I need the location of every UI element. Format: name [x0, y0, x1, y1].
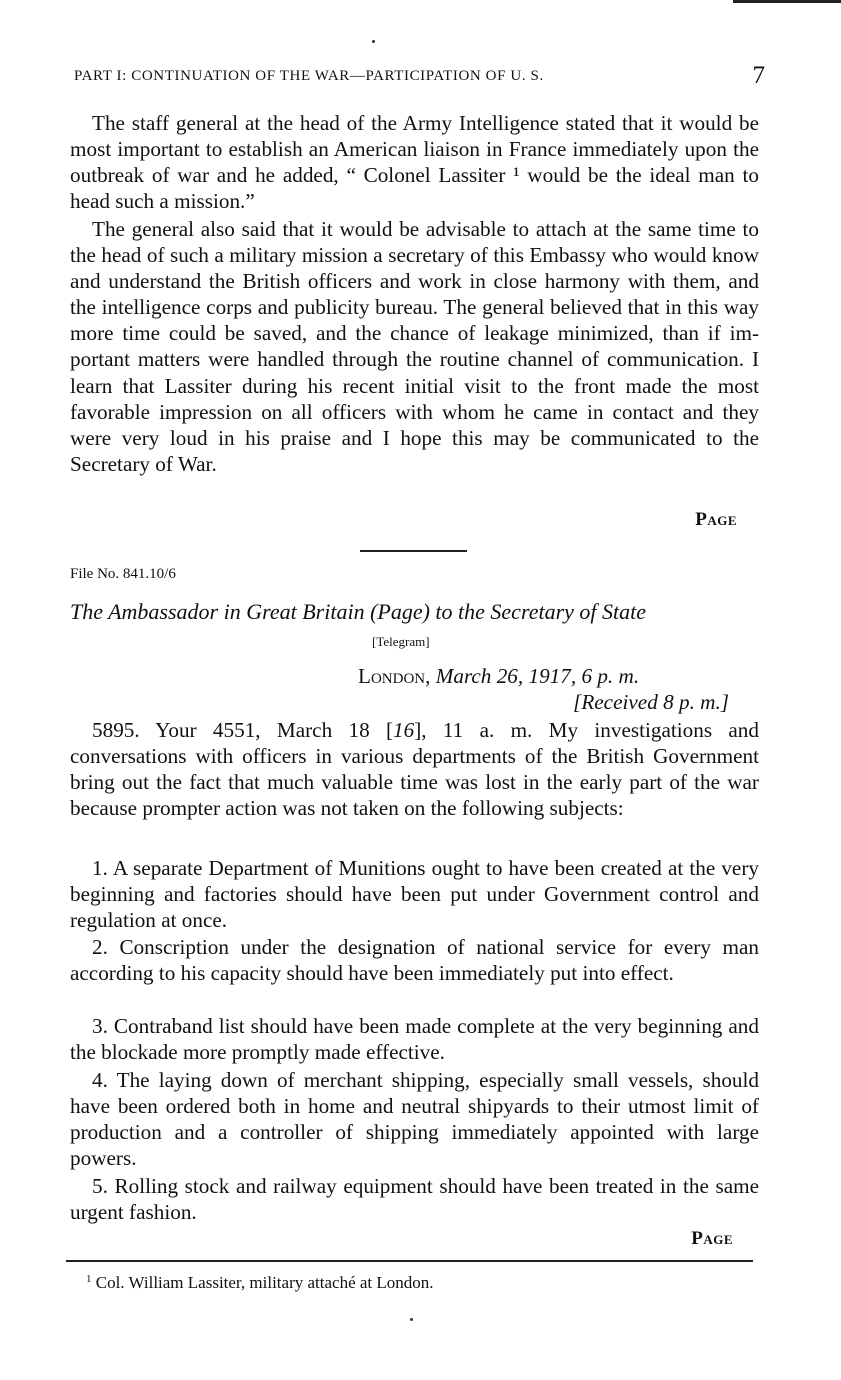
- dateline-place: London,: [358, 664, 431, 688]
- paragraph-general-also-said: The general also said that it would be advisable to attach at the same time to the head of such a military mission a secretary of this Embassy who would know and understand the British officers and work in close harmony with them, and the intelligence corps and publicity bureau. The general believed that in this way more time could be saved, and the chance of leakage minimized, than if important matters were handled through the routine channel of communication. I learn that Lassiter during his recent initial visit to the front made the most favorable impression on all officers with whom he came in contact and they were very loud in his praise and I hope this may be communicated to the Secretary of War.: [70, 217, 759, 476]
- document-type-label: [Telegram]: [372, 634, 430, 649]
- list-item-conscription: 2. Conscription under the designation of national service for every man according to his capacity should have been immediately put into effect.: [70, 935, 759, 986]
- opening-prefix: 5895. Your 4551, March 18 [: [92, 718, 394, 742]
- paragraph-staff-general: The staff general at the head of the Army Intelligence stated that it would be most important to establish an American liaison in France immediately upon the outbreak of war and he added, “ Colonel Lassiter ¹ would be the ideal man to head such a mission.”: [70, 111, 759, 214]
- footnote: [86, 1273, 434, 1293]
- section-divider: [360, 550, 467, 552]
- dateline-date: March 26, 1917, 6 p. m.: [435, 664, 640, 688]
- top-edge-rule: [733, 0, 841, 3]
- signature-page-second: Page: [691, 1228, 733, 1249]
- running-head: [74, 62, 765, 92]
- signature-page-first: Page: [695, 509, 737, 530]
- footnote-text: Col. William Lassiter, military attaché at London.: [95, 1273, 434, 1292]
- dateline: [358, 664, 639, 689]
- telegram-opening-paragraph: [70, 717, 759, 821]
- print-speck: [372, 40, 375, 43]
- document-title: The Ambassador in Great Britain (Page) to the Secretary of State: [70, 599, 646, 624]
- file-number: File No. 841.10/6: [70, 566, 176, 582]
- footnote-marker: 1: [86, 1273, 92, 1285]
- list-item-munitions: 1. A separate Department of Munitions ought to have been created at the very beginning and factories should have been put under Government control and regulation at once.: [70, 856, 759, 933]
- list-item-rolling-stock: 5. Rolling stock and railway equipment should have been treated in the same urgent fashion.: [70, 1174, 759, 1225]
- list-item-contraband: 3. Contraband list should have been made complete at the very beginning and the blockade more promptly made effective.: [70, 1014, 759, 1065]
- footnote-rule: [66, 1260, 753, 1262]
- print-speck: [410, 1318, 413, 1321]
- running-head-title: PART I: CONTINUATION OF THE WAR—PARTICIPATION OF U. S.: [74, 68, 544, 84]
- opening-correction: 16: [393, 718, 415, 742]
- received-note: [Received 8 p. m.]: [573, 690, 729, 714]
- page-number: 7: [752, 62, 765, 89]
- opening-body: ], 11 a. m. My investigations and conversations with officers in various departments of the British Government bring out the fact that much valuable time was lost in the early part of the war because prompter action was not taken on the following subjects:: [70, 718, 759, 821]
- list-item-merchant-shipping: 4. The laying down of merchant shipping, especially small vessels, should have been ordered both in home and neutral shipyards to their utmost limit of production and a controller of shipping immediately appointed with large powers.: [70, 1068, 759, 1171]
